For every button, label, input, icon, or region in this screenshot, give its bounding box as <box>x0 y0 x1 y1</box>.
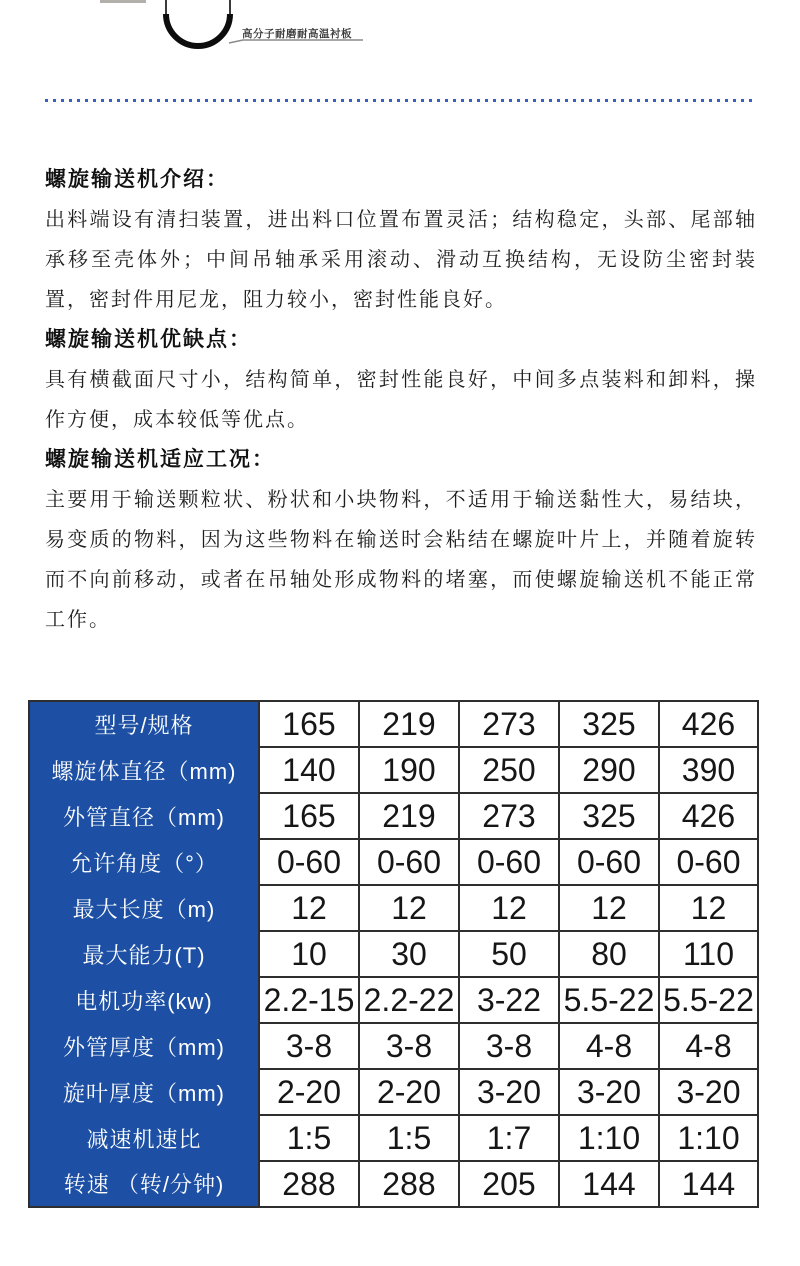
spec-cell: 0-60 <box>259 839 359 885</box>
row-label: 旋叶厚度（mm) <box>29 1069 259 1115</box>
spec-cell: 5.5-22 <box>559 977 659 1023</box>
dotted-divider <box>45 99 756 102</box>
table-row-max-capacity <box>29 931 758 977</box>
row-label: 螺旋体直径（mm) <box>29 747 259 793</box>
spec-cell: 2-20 <box>259 1069 359 1115</box>
table-row-max-length <box>29 885 758 931</box>
spec-cell: 165 <box>259 701 359 747</box>
table-row-allowed-angle <box>29 839 758 885</box>
row-label: 最大长度（m) <box>29 885 259 931</box>
spec-cell: 325 <box>559 701 659 747</box>
section-heading-pros-cons: 螺旋输送机优缺点： <box>45 328 252 351</box>
spec-cell: 390 <box>659 747 758 793</box>
spec-cell: 165 <box>259 793 359 839</box>
spec-cell: 50 <box>459 931 559 977</box>
spec-cell: 205 <box>459 1161 559 1207</box>
spec-cell: 12 <box>559 885 659 931</box>
section-heading-usage: 螺旋输送机适应工况： <box>45 448 275 471</box>
spec-cell: 12 <box>659 885 758 931</box>
spec-cell: 219 <box>359 701 459 747</box>
spec-table <box>28 700 759 1208</box>
spec-cell: 144 <box>559 1161 659 1207</box>
conveyor-diagram-crop <box>0 0 800 55</box>
liner-arc <box>166 14 230 46</box>
spec-cell: 426 <box>659 701 758 747</box>
spec-cell: 2.2-22 <box>359 977 459 1023</box>
table-row-reducer-ratio <box>29 1115 758 1161</box>
table-row-tube-thickness <box>29 1023 758 1069</box>
row-label: 允许角度（°） <box>29 839 259 885</box>
spec-cell: 288 <box>359 1161 459 1207</box>
spec-cell: 190 <box>359 747 459 793</box>
section-body-pros-cons: 具有横截面尺寸小，结构简单，密封性能良好，中间多点装料和卸料，操作方便，成本较低等优点。 <box>45 369 757 431</box>
spec-cell: 30 <box>359 931 459 977</box>
spec-cell: 110 <box>659 931 758 977</box>
spec-cell: 12 <box>359 885 459 931</box>
trough-section-diagram <box>130 0 430 55</box>
row-label: 转速 （转/分钟) <box>29 1161 259 1207</box>
table-row-outer-tube-diameter <box>29 793 758 839</box>
row-label: 减速机速比 <box>29 1115 259 1161</box>
spec-cell: 1:10 <box>659 1115 758 1161</box>
spec-cell: 219 <box>359 793 459 839</box>
spec-cell: 3-8 <box>359 1023 459 1069</box>
spec-cell: 80 <box>559 931 659 977</box>
row-label: 外管直径（mm) <box>29 793 259 839</box>
spec-cell: 2.2-15 <box>259 977 359 1023</box>
spec-cell: 250 <box>459 747 559 793</box>
row-label: 型号/规格 <box>29 701 259 747</box>
table-row-blade-thickness <box>29 1069 758 1115</box>
spec-cell: 0-60 <box>559 839 659 885</box>
spec-cell: 288 <box>259 1161 359 1207</box>
spec-cell: 1:5 <box>359 1115 459 1161</box>
spec-cell: 1:10 <box>559 1115 659 1161</box>
spec-cell: 0-60 <box>459 839 559 885</box>
spec-cell: 273 <box>459 793 559 839</box>
spec-cell: 4-8 <box>559 1023 659 1069</box>
table-row-screw-diameter <box>29 747 758 793</box>
table-row-motor-power <box>29 977 758 1023</box>
spec-cell: 10 <box>259 931 359 977</box>
spec-cell: 290 <box>559 747 659 793</box>
spec-cell: 0-60 <box>359 839 459 885</box>
row-label: 最大能力(T) <box>29 931 259 977</box>
section-body-usage: 主要用于输送颗粒状、粉状和小块物料，不适用于输送黏性大，易结块，易变质的物料，因为这些物料在输送时会粘结在螺旋叶片上，并随着旋转而不向前移动，或者在吊轴处形成物料的堵塞，而使螺旋输送机不能正常工作。 <box>45 489 757 631</box>
table-row-model <box>29 701 758 747</box>
spec-cell: 12 <box>459 885 559 931</box>
section-heading-intro: 螺旋输送机介绍： <box>45 168 229 191</box>
spec-cell: 12 <box>259 885 359 931</box>
spec-cell: 144 <box>659 1161 758 1207</box>
spec-cell: 4-8 <box>659 1023 758 1069</box>
spec-cell: 325 <box>559 793 659 839</box>
spec-cell: 273 <box>459 701 559 747</box>
spec-cell: 2-20 <box>359 1069 459 1115</box>
spec-cell: 1:5 <box>259 1115 359 1161</box>
spec-cell: 426 <box>659 793 758 839</box>
spec-cell: 1:7 <box>459 1115 559 1161</box>
spec-cell: 3-20 <box>659 1069 758 1115</box>
spec-cell: 3-8 <box>259 1023 359 1069</box>
row-label: 电机功率(kw) <box>29 977 259 1023</box>
spec-cell: 3-8 <box>459 1023 559 1069</box>
spec-cell: 3-22 <box>459 977 559 1023</box>
spec-cell: 0-60 <box>659 839 758 885</box>
section-body-intro: 出料端设有清扫装置，进出料口位置布置灵活；结构稳定，头部、尾部轴承移至壳体外；中间吊轴承采用滚动、滑动互换结构，无设防尘密封装置，密封件用尼龙，阻力较小，密封性能良好。 <box>45 209 757 311</box>
row-label: 外管厚度（mm) <box>29 1023 259 1069</box>
spec-cell: 140 <box>259 747 359 793</box>
callout-leader-line <box>229 40 363 43</box>
spec-cell: 5.5-22 <box>659 977 758 1023</box>
spec-cell: 3-20 <box>459 1069 559 1115</box>
liner-label: 高分子耐磨耐高温衬板 <box>242 28 352 40</box>
table-row-rotation-speed <box>29 1161 758 1207</box>
spec-cell: 3-20 <box>559 1069 659 1115</box>
description-content <box>45 160 757 640</box>
